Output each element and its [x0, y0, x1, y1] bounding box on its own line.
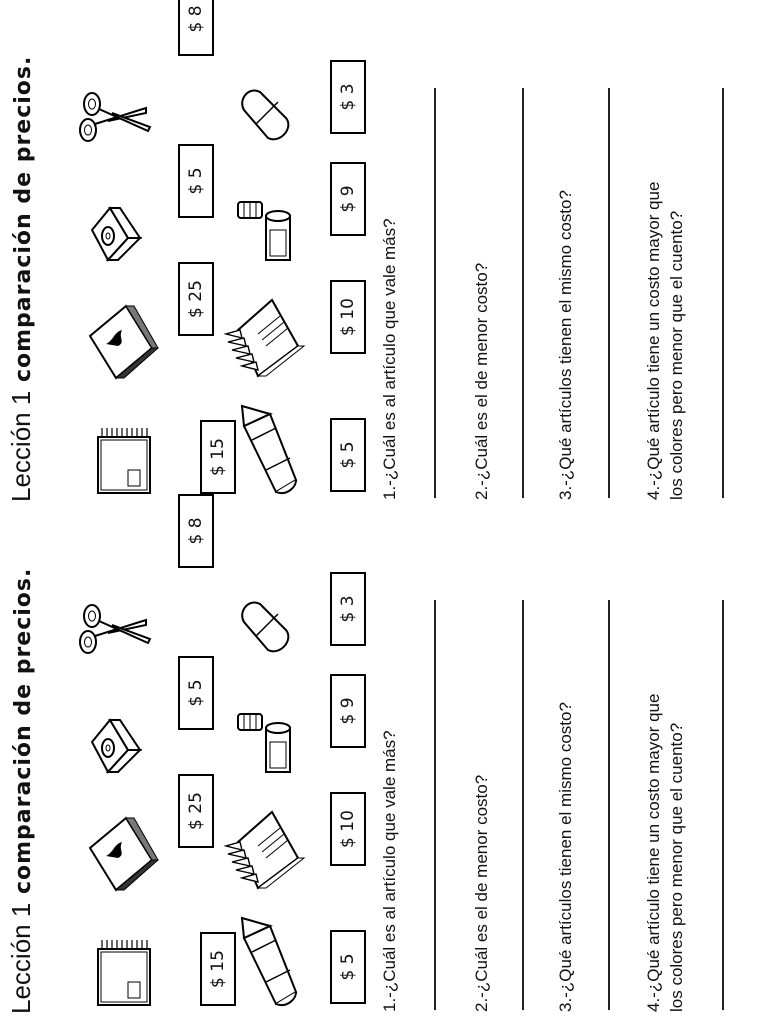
storybook-icon	[86, 816, 160, 896]
worksheet-title	[6, 568, 37, 1014]
eraser-icon	[236, 86, 292, 144]
worksheet-bottom-copy	[0, 512, 384, 1024]
price-glue-stick: $ 9	[330, 674, 366, 748]
question-3: 3.-¿Qué artículos tienen el mismo costo?	[556, 702, 575, 1012]
title-word: comparación	[11, 724, 36, 903]
price-eraser: $ 3	[330, 60, 366, 134]
title-lead: Lección 1	[6, 902, 36, 1014]
worksheet-top-copy	[0, 0, 384, 512]
pencil-sharpener-icon	[86, 206, 142, 266]
question-1: 1.-¿Cuál es al artículo que vale más?	[380, 730, 399, 1012]
answer-line-3	[608, 88, 610, 498]
title-end: precios.	[11, 55, 36, 171]
title-word: comparación	[11, 212, 36, 391]
pencil-sharpener-icon	[86, 718, 142, 778]
price-colored-pencils: $ 10	[330, 792, 366, 866]
price-notebook: $ 15	[200, 932, 236, 1006]
answer-line-2	[522, 600, 524, 1010]
question-2: 2.-¿Cuál es el de menor costo?	[472, 774, 491, 1012]
title-end: precios.	[11, 567, 36, 683]
price-storybook: $ 25	[178, 774, 214, 848]
answer-line-1	[434, 88, 436, 498]
answer-line-4	[722, 88, 724, 498]
question-3: 3.-¿Qué artículos tienen el mismo costo?	[556, 190, 575, 500]
questions-panel	[380, 0, 768, 512]
colored-pencils-box-icon	[222, 810, 306, 894]
answer-line-2	[522, 88, 524, 498]
crayon-icon	[236, 404, 298, 496]
storybook-icon	[86, 304, 160, 384]
question-4-line-1: 4.-¿Qué artículo tiene un costo mayor que	[644, 181, 663, 500]
title-de: de	[11, 682, 36, 725]
question-2: 2.-¿Cuál es el de menor costo?	[472, 262, 491, 500]
price-sharpener: $ 5	[178, 144, 214, 218]
title-de: de	[11, 170, 36, 213]
price-sharpener: $ 5	[178, 656, 214, 730]
price-glue-stick: $ 9	[330, 162, 366, 236]
answer-line-4	[722, 600, 724, 1010]
question-4-line-2: los colores pero menor que el cuento?	[667, 722, 686, 1012]
answer-line-3	[608, 600, 610, 1010]
glue-stick-icon	[236, 712, 292, 776]
price-crayon: $ 5	[330, 930, 366, 1004]
price-storybook: $ 25	[178, 262, 214, 336]
question-1: 1.-¿Cuál es al artículo que vale más?	[380, 218, 399, 500]
answer-line-1	[434, 600, 436, 1010]
colored-pencils-box-icon	[222, 298, 306, 382]
scissors-icon	[74, 602, 152, 658]
notebook-icon	[96, 424, 154, 496]
price-notebook: $ 15	[200, 420, 236, 494]
crayon-icon	[236, 916, 298, 1008]
price-scissors: $ 8	[178, 494, 214, 568]
price-eraser: $ 3	[330, 572, 366, 646]
price-crayon: $ 5	[330, 418, 366, 492]
price-colored-pencils: $ 10	[330, 280, 366, 354]
question-4-line-2: los colores pero menor que el cuento?	[667, 210, 686, 500]
notebook-icon	[96, 936, 154, 1008]
question-4-line-1: 4.-¿Qué artículo tiene un costo mayor que	[644, 693, 663, 1012]
questions-panel	[380, 512, 768, 1024]
eraser-icon	[236, 598, 292, 656]
price-scissors: $ 8	[178, 0, 214, 56]
scissors-icon	[74, 90, 152, 146]
title-lead: Lección 1	[6, 390, 36, 502]
worksheet-title	[6, 56, 37, 502]
glue-stick-icon	[236, 200, 292, 264]
